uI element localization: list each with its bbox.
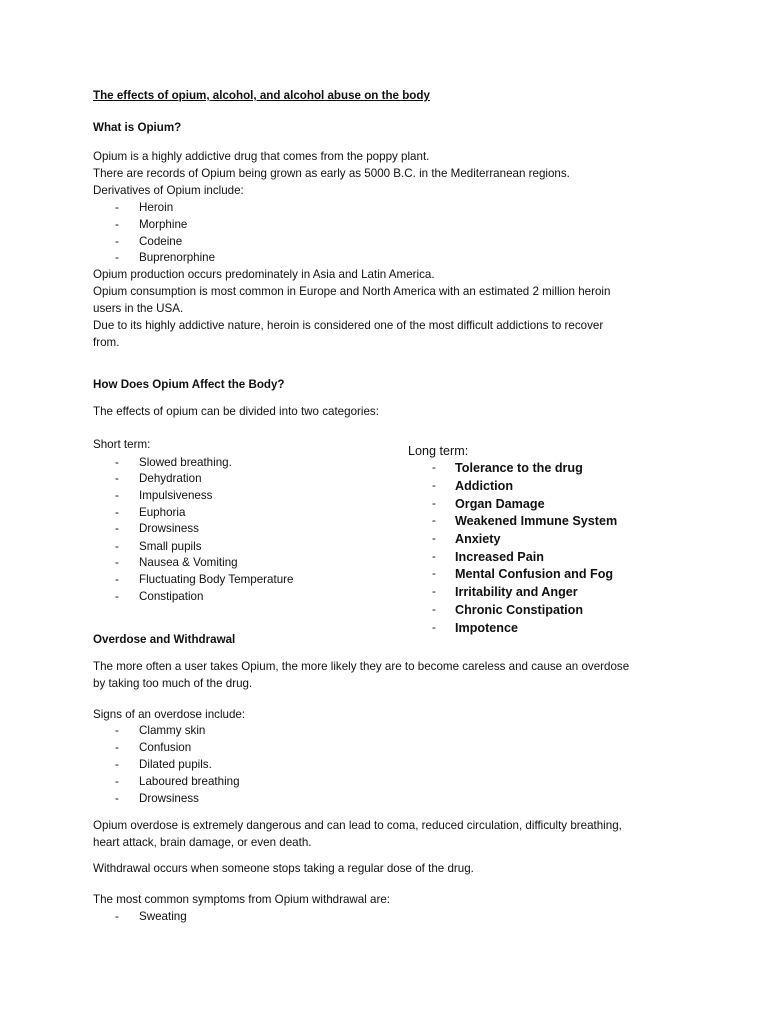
paragraph: Opium production occurs predominately in Asia and Latin America. — [93, 268, 435, 281]
list-item: Tolerance to the drug — [455, 461, 583, 475]
paragraph: from. — [93, 336, 120, 349]
list-bullet: - — [432, 550, 436, 563]
list-bullet: - — [115, 235, 119, 248]
list-item: Clammy skin — [139, 724, 206, 737]
list-item: Mental Confusion and Fog — [455, 567, 614, 581]
list-item: Organ Damage — [455, 497, 545, 511]
list-bullet: - — [115, 741, 119, 754]
list-item: Laboured breathing — [139, 775, 240, 788]
list-item: Anxiety — [455, 532, 501, 546]
list-bullet: - — [115, 758, 119, 771]
list-bullet: - — [115, 556, 119, 569]
paragraph: The more often a user takes Opium, the more likely they are to become careless and cause an overdose — [93, 660, 630, 673]
list-item: Increased Pain — [455, 550, 544, 564]
document-title: The effects of opium, alcohol, and alcohol abuse on the body — [93, 89, 430, 102]
section-heading-affect: How Does Opium Affect the Body? — [93, 378, 285, 391]
list-item: Sweating — [139, 910, 187, 923]
list-bullet: - — [432, 514, 436, 527]
paragraph: Opium overdose is extremely dangerous and can lead to coma, reduced circulation, difficulty breathing, — [93, 819, 622, 832]
list-bullet: - — [432, 621, 436, 634]
list-item: Chronic Constipation — [455, 603, 584, 617]
paragraph: There are records of Opium being grown as early as 5000 B.C. in the Mediterranean regions. — [93, 167, 570, 180]
list-bullet: - — [115, 201, 119, 214]
list-bullet: - — [115, 775, 119, 788]
list-bullet: - — [115, 792, 119, 805]
short-term-label: Short term: — [93, 438, 151, 451]
list-item: Codeine — [139, 235, 183, 248]
list-item: Nausea & Vomiting — [139, 556, 238, 569]
list-bullet: - — [115, 522, 119, 535]
list-item: Confusion — [139, 741, 192, 754]
section-heading-what-is-opium: What is Opium? — [93, 121, 182, 134]
list-item: Drowsiness — [139, 522, 199, 535]
list-item: Small pupils — [139, 540, 202, 553]
paragraph: by taking too much of the drug. — [93, 677, 253, 690]
list-item: Buprenorphine — [139, 251, 216, 264]
list-bullet: - — [115, 251, 119, 264]
paragraph: The most common symptoms from Opium withdrawal are: — [93, 893, 391, 906]
paragraph: The effects of opium can be divided into two categories: — [93, 405, 379, 418]
list-bullet: - — [115, 456, 119, 469]
list-bullet: - — [115, 218, 119, 231]
list-bullet: - — [432, 532, 436, 545]
paragraph: Opium consumption is most common in Europe and North America with an estimated 2 million heroin — [93, 285, 611, 298]
list-bullet: - — [115, 573, 119, 586]
paragraph: Opium is a highly addictive drug that comes from the poppy plant. — [93, 150, 430, 163]
paragraph: heart attack, brain damage, or even death. — [93, 836, 312, 849]
paragraph: Due to its highly addictive nature, heroin is considered one of the most difficult addictions to recover — [93, 319, 604, 332]
list-item: Drowsiness — [139, 792, 199, 805]
list-bullet: - — [115, 590, 119, 603]
list-item: Euphoria — [139, 506, 186, 519]
list-bullet: - — [115, 472, 119, 485]
list-item: Slowed breathing. — [139, 456, 232, 469]
list-item: Impotence — [455, 621, 518, 635]
list-bullet: - — [432, 585, 436, 598]
list-item: Weakened Immune System — [455, 514, 618, 528]
list-bullet: - — [432, 603, 436, 616]
list-item: Addiction — [455, 479, 514, 493]
list-bullet: - — [432, 479, 436, 492]
list-item: Impulsiveness — [139, 489, 213, 502]
list-item: Dehydration — [139, 472, 202, 485]
list-bullet: - — [115, 489, 119, 502]
list-item: Fluctuating Body Temperature — [139, 573, 294, 586]
list-bullet: - — [432, 567, 436, 580]
list-bullet: - — [115, 724, 119, 737]
list-bullet: - — [115, 506, 119, 519]
list-bullet: - — [115, 910, 119, 923]
list-item: Morphine — [139, 218, 188, 231]
section-heading-overdose: Overdose and Withdrawal — [93, 633, 236, 646]
list-item: Heroin — [139, 201, 174, 214]
list-bullet: - — [432, 461, 436, 474]
paragraph: Signs of an overdose include: — [93, 708, 246, 721]
list-bullet: - — [115, 540, 119, 553]
list-bullet: - — [432, 497, 436, 510]
paragraph: users in the USA. — [93, 302, 184, 315]
list-item: Dilated pupils. — [139, 758, 212, 771]
long-term-label: Long term: — [408, 444, 469, 458]
list-item: Irritability and Anger — [455, 585, 578, 599]
paragraph: Derivatives of Opium include: — [93, 184, 244, 197]
list-item: Constipation — [139, 590, 204, 603]
paragraph: Withdrawal occurs when someone stops taking a regular dose of the drug. — [93, 862, 474, 875]
